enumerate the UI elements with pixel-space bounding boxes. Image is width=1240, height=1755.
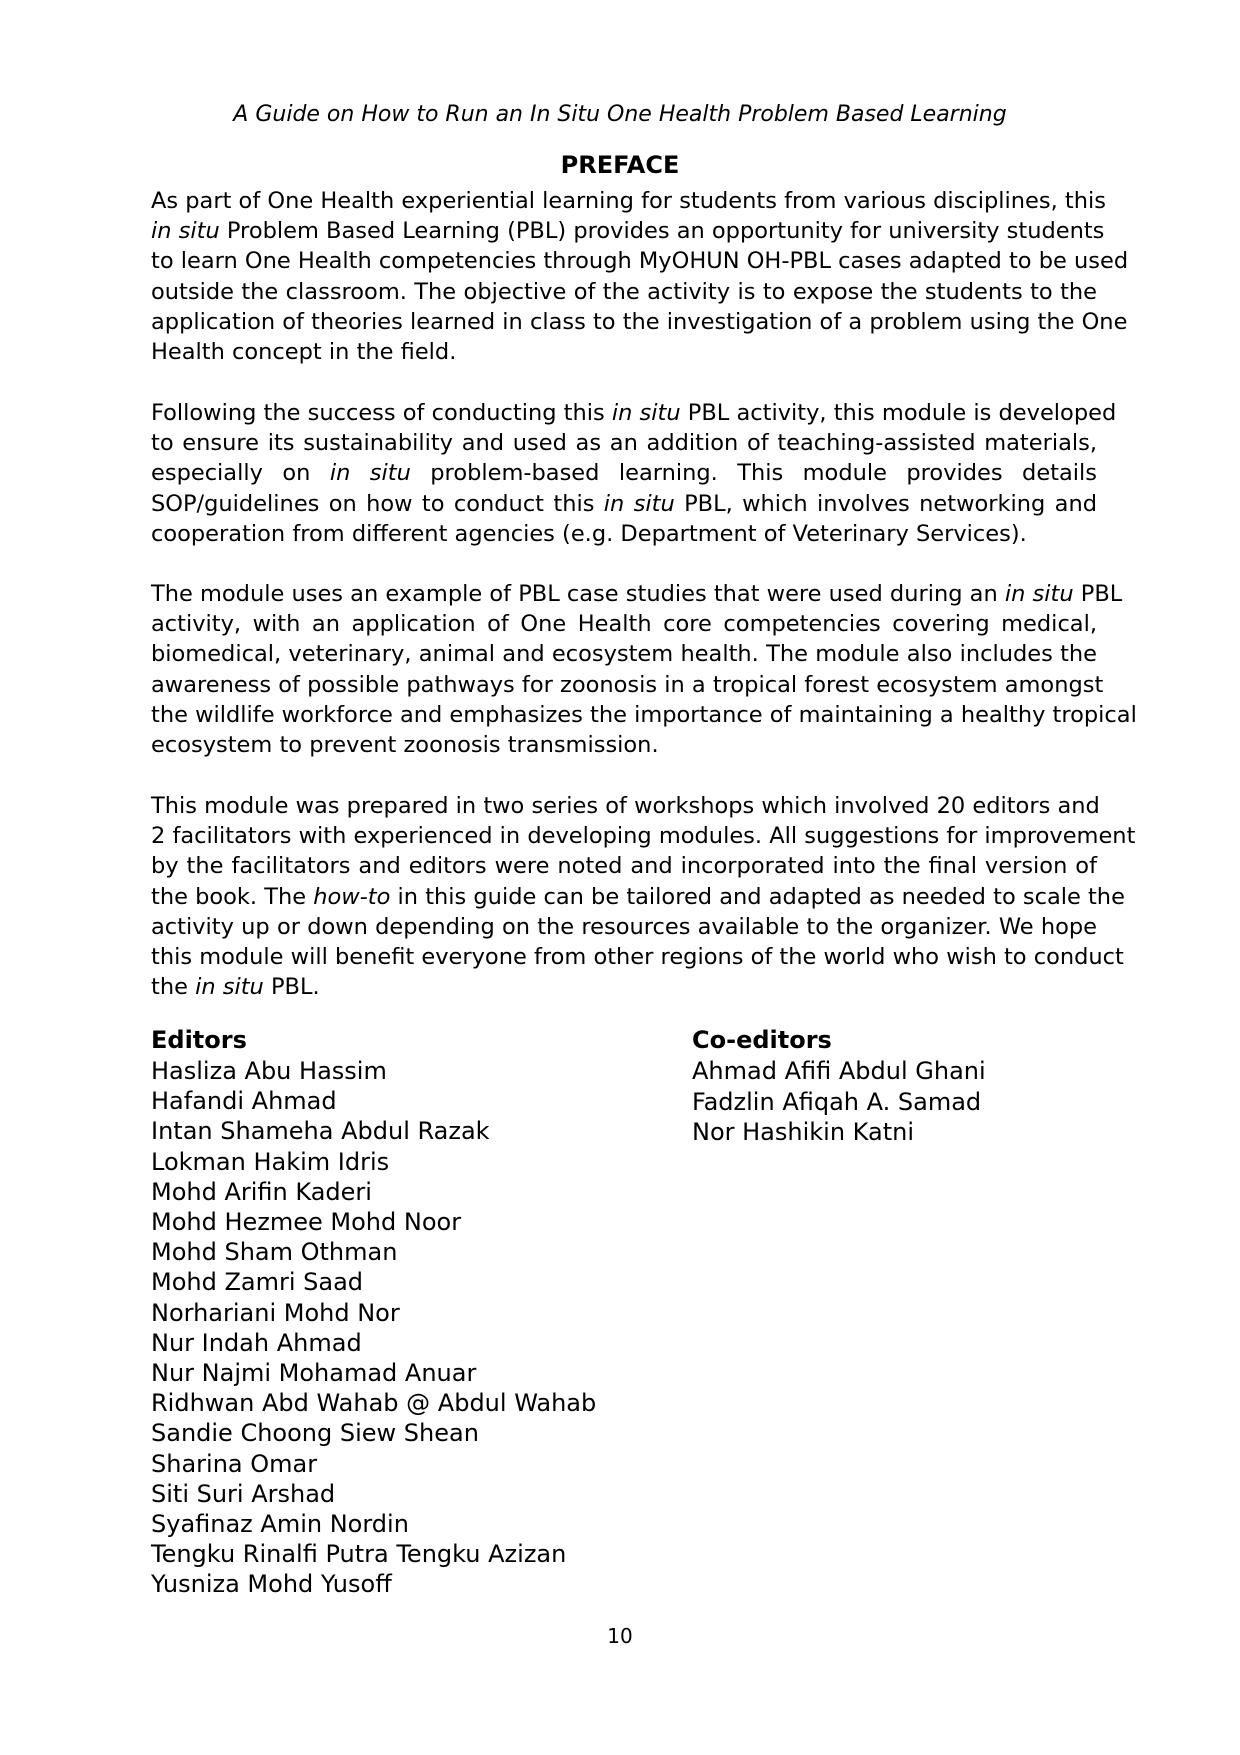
italic-term: in situ xyxy=(603,490,675,517)
paragraph-line: awareness of possible pathways for zoonosis in a tropical forest ecosystem amongst xyxy=(151,671,1104,698)
paragraph-line xyxy=(151,489,1097,519)
paragraph-line: Health concept in the field. xyxy=(151,339,457,366)
paragraph-line: activity up or down depending on the resources available to the organizer. We hope xyxy=(151,913,1097,940)
line-text: The module uses an example of PBL case studies that were used during an xyxy=(151,581,1005,607)
paragraph-line xyxy=(151,579,1123,609)
paragraph-line: biomedical, veterinary, animal and ecosystem health. The module also includes the xyxy=(151,641,1097,668)
preface-paragraph-4 xyxy=(151,791,1136,1002)
running-header: A Guide on How to Run an In Situ One Health Problem Based Learning xyxy=(233,102,1007,127)
italic-term: in situ xyxy=(195,974,264,1001)
paragraph-line: 2 facilitators with experienced in developing modules. All suggestions for improvement xyxy=(151,823,1136,850)
line-text: the book. The xyxy=(151,883,314,910)
editor-name: Lokman Hakim Idris xyxy=(151,1147,390,1176)
paragraph-line: outside the classroom. The objective of the activity is to expose the students to the xyxy=(151,278,1097,305)
paragraph-line: the wildlife workforce and emphasizes the importance of maintaining a healthy tropical xyxy=(151,701,1137,728)
line-text: PBL, which involves networking and xyxy=(674,490,1098,517)
editor-name: Nur Indah Ahmad xyxy=(151,1328,362,1357)
paragraph-line: ecosystem to prevent zoonosis transmission. xyxy=(151,732,659,759)
paragraph-line xyxy=(151,458,1097,488)
editor-name: Hasliza Abu Hassim xyxy=(151,1057,387,1085)
co-editors-heading: Co-editors xyxy=(692,1026,832,1054)
paragraph-line xyxy=(151,972,1097,1002)
paragraph-line: cooperation from different agencies (e.g. Department of Veterinary Services). xyxy=(151,520,1027,547)
co-editors-list xyxy=(692,1056,986,1148)
line-text: PBL. xyxy=(263,974,320,1001)
paragraph-line: by the facilitators and editors were noted and incorporated into the final version of xyxy=(151,853,1097,880)
paragraph-line: this module will benefit everyone from other regions of the world who wish to conduct xyxy=(151,944,1124,971)
line-text: PBL activity, this module is developed xyxy=(680,400,1117,426)
line-text: PBL xyxy=(1073,581,1123,607)
editors-section xyxy=(151,1024,596,1600)
co-editor-name: Fadzlin Afiqah A. Samad xyxy=(692,1087,982,1116)
editor-name: Mohd Arifin Kaderi xyxy=(151,1177,372,1206)
paragraph-line: to learn One Health competencies through MyOHUN OH-PBL cases adapted to be used xyxy=(151,248,1129,275)
editor-name: Syafinaz Amin Nordin xyxy=(151,1510,409,1539)
line-text: the xyxy=(151,974,196,1001)
paragraph-line xyxy=(151,398,1117,428)
editor-name: Yusniza Mohd Yusoff xyxy=(151,1570,392,1599)
italic-term: in situ xyxy=(611,400,681,426)
line-text: Following the success of conducting this xyxy=(151,400,612,426)
editor-name: Hafandi Ahmad xyxy=(151,1087,337,1116)
paragraph-line: application of theories learned in class to the investigation of a problem using the One xyxy=(151,308,1128,335)
line-text: Problem Based Learning (PBL) provides an opportunity for university students xyxy=(219,218,1105,245)
page-number: 10 xyxy=(607,1624,633,1648)
editor-name: Tengku Rinalfi Putra Tengku Azizan xyxy=(151,1540,567,1569)
page-title: PREFACE xyxy=(560,151,680,179)
paragraph-line: to ensure its sustainability and used as an addition of teaching-assisted materials, xyxy=(151,430,1097,457)
editor-name: Mohd Hezmee Mohd Noor xyxy=(151,1208,462,1237)
italic-term: in situ xyxy=(329,460,411,487)
editors-list xyxy=(151,1056,596,1600)
co-editor-name: Nor Hashikin Katni xyxy=(692,1118,914,1146)
italic-term: how-to xyxy=(313,883,391,910)
editors-heading: Editors xyxy=(151,1026,247,1054)
line-text: in this guide can be tailored and adapted as needed to scale the xyxy=(390,883,1125,910)
preface-paragraph-3 xyxy=(151,579,1137,760)
editor-name: Mohd Zamri Saad xyxy=(151,1268,364,1297)
editor-name: Ridhwan Abd Wahab @ Abdul Wahab xyxy=(151,1389,597,1418)
co-editor-name: Ahmad Afifi Abdul Ghani xyxy=(692,1057,986,1085)
editor-name: Intan Shameha Abdul Razak xyxy=(151,1117,490,1146)
editor-name: Nur Najmi Mohamad Anuar xyxy=(151,1359,477,1388)
editor-name: Sharina Omar xyxy=(151,1449,318,1478)
line-text: problem-based learning. This module provides details xyxy=(410,460,1098,487)
co-editors-section xyxy=(692,1024,986,1148)
editor-name: Siti Suri Arshad xyxy=(151,1479,336,1508)
editor-name: Norhariani Mohd Nor xyxy=(151,1298,400,1327)
editor-name: Sandie Choong Siew Shean xyxy=(151,1419,479,1448)
italic-term: in situ xyxy=(151,218,220,245)
line-text: SOP/guidelines on how to conduct this xyxy=(151,490,604,517)
preface-paragraph-2 xyxy=(151,398,1117,549)
paragraph-line: This module was prepared in two series of workshops which involved 20 editors and xyxy=(151,793,1100,819)
paragraph-line: As part of One Health experiential learning for students from various disciplines, this xyxy=(151,188,1106,214)
preface-paragraph-1 xyxy=(151,186,1129,367)
italic-term: in situ xyxy=(1004,581,1074,607)
editor-name: Mohd Sham Othman xyxy=(151,1238,398,1267)
paragraph-line: activity, with an application of One Health core competencies covering medical, xyxy=(151,611,1097,638)
paragraph-line xyxy=(151,882,1125,912)
paragraph-line xyxy=(151,216,1105,246)
line-text: especially on xyxy=(151,460,330,487)
